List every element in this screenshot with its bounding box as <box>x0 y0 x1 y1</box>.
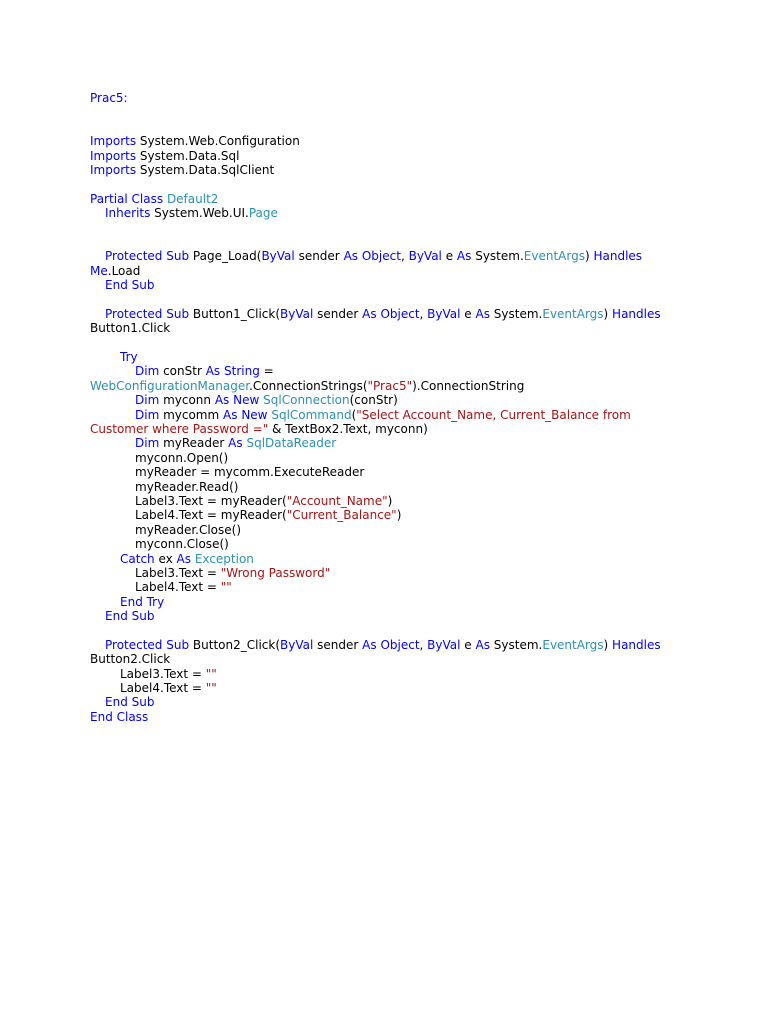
code-keyword: As <box>228 436 243 451</box>
code-text: ( <box>351 407 357 422</box>
code-text: myReader.Read() <box>135 479 239 494</box>
code-line <box>90 364 730 378</box>
code-string: "Prac5" <box>367 378 413 393</box>
code-line <box>90 307 730 321</box>
code-text: myReader.Close() <box>135 522 242 537</box>
code-keyword: As <box>456 249 472 264</box>
code-line <box>90 465 730 479</box>
code-text: Button2_Click( <box>189 637 281 652</box>
code-type-name: SqlCommand <box>271 407 352 422</box>
code-line <box>90 393 730 407</box>
code-keyword: Me <box>90 263 108 278</box>
code-keyword: As <box>362 637 377 652</box>
code-type-name: Exception <box>194 551 254 566</box>
code-keyword: Handles <box>593 249 643 264</box>
code-type-name: WebConfigurationManager <box>90 378 250 393</box>
code-keyword: End Try <box>120 594 165 609</box>
code-keyword: Dim <box>135 393 160 408</box>
code-keyword: Imports <box>90 148 137 163</box>
code-line <box>90 350 730 364</box>
code-text: Label3.Text = <box>135 565 221 580</box>
code-keyword: Protected Sub <box>105 637 190 652</box>
code-text: System. <box>489 306 543 321</box>
code-keyword: ByVal <box>280 306 314 321</box>
code-keyword: End Sub <box>105 278 155 293</box>
blank-line <box>90 105 730 134</box>
code-string: "Wrong Password" <box>220 565 331 580</box>
code-text: (conStr) <box>349 393 398 408</box>
code-document <box>90 91 730 724</box>
code-text: System. <box>489 637 543 652</box>
code-text: ex <box>154 551 177 566</box>
blank-line <box>90 221 730 250</box>
code-line <box>90 436 730 450</box>
blank-line <box>90 623 730 637</box>
code-line <box>90 652 730 666</box>
code-line <box>90 595 730 609</box>
code-keyword: End Class <box>90 709 149 724</box>
code-text: conStr <box>159 364 206 379</box>
code-text: Label3.Text = myReader( <box>135 493 287 508</box>
code-keyword: Dim <box>135 436 160 451</box>
code-text: Label4.Text = myReader( <box>135 508 287 523</box>
code-string: "" <box>205 666 217 681</box>
blank-line <box>90 177 730 191</box>
code-keyword: As <box>176 551 192 566</box>
code-keyword: Imports <box>90 162 137 177</box>
code-text: Label3.Text = <box>120 666 206 681</box>
code-text: System.Data.Sql <box>136 148 240 163</box>
code-string: "Select Account_Name, Current_Balance from <box>356 407 631 422</box>
code-text: .Load <box>107 263 141 278</box>
code-line <box>90 710 730 724</box>
blank-line <box>90 293 730 307</box>
code-text: myconn <box>159 393 215 408</box>
code-text: mycomm <box>159 407 224 422</box>
code-text: ).ConnectionString <box>412 378 525 393</box>
code-keyword: As <box>475 637 490 652</box>
code-type-name: Default2 <box>166 191 219 206</box>
code-text: sender <box>313 306 363 321</box>
code-text: System.Web.UI. <box>150 206 249 221</box>
code-line <box>90 149 730 163</box>
code-keyword: Object <box>380 306 420 321</box>
code-text: ) <box>603 637 613 652</box>
code-string: "Account_Name" <box>286 493 388 508</box>
code-keyword: As <box>475 306 490 321</box>
code-line <box>90 537 730 551</box>
code-line <box>90 609 730 623</box>
code-line <box>90 192 730 206</box>
code-line <box>90 695 730 709</box>
code-keyword: Partial Class <box>90 191 164 206</box>
code-keyword: ByVal <box>427 637 461 652</box>
code-keyword: ByVal <box>427 306 461 321</box>
code-keyword: Handles <box>612 637 661 652</box>
code-keyword: Dim <box>135 407 160 422</box>
code-line <box>90 163 730 177</box>
code-keyword: Object <box>361 249 401 264</box>
code-keyword: End Sub <box>105 695 155 710</box>
code-line <box>90 321 730 335</box>
code-text: myconn.Close() <box>135 537 229 552</box>
code-line <box>90 638 730 652</box>
code-text: e <box>441 249 457 264</box>
code-keyword: String <box>224 364 260 379</box>
code-keyword: New <box>233 393 260 408</box>
code-keyword: ByVal <box>280 637 314 652</box>
code-text: , <box>419 306 428 321</box>
code-line <box>90 379 730 393</box>
code-string: "" <box>220 580 232 595</box>
code-type-name: SqlConnection <box>263 393 350 408</box>
code-text: Label4.Text = <box>120 681 206 696</box>
code-keyword: New <box>241 407 268 422</box>
code-text: , <box>419 637 428 652</box>
code-type-name: EventArgs <box>542 637 604 652</box>
code-keyword: As <box>362 306 377 321</box>
code-text: sender <box>313 637 363 652</box>
code-line <box>90 667 730 681</box>
code-text: myReader <box>159 436 229 451</box>
code-keyword: Object <box>380 637 420 652</box>
code-text: System.Web.Configuration <box>136 134 300 149</box>
code-keyword: Prac5: <box>90 91 128 105</box>
code-keyword: As <box>343 249 359 264</box>
code-keyword: Handles <box>612 306 661 321</box>
code-text: Button1_Click( <box>189 306 281 321</box>
code-text: Label4.Text = <box>135 580 221 595</box>
code-text: Button2.Click <box>90 652 171 667</box>
code-text: .ConnectionStrings( <box>249 378 368 393</box>
code-line <box>90 494 730 508</box>
code-keyword: As <box>214 393 230 408</box>
code-text: myconn.Open() <box>135 450 229 465</box>
code-line <box>90 681 730 695</box>
code-type-name: EventArgs <box>542 306 604 321</box>
code-type-name: Page <box>248 206 278 221</box>
code-text: Button1.Click <box>90 321 171 336</box>
code-text: myReader = mycomm.ExecuteReader <box>135 465 365 480</box>
code-line <box>90 249 730 263</box>
code-keyword: Catch <box>120 551 155 566</box>
code-keyword: End Sub <box>105 609 155 624</box>
code-text: ) <box>396 508 402 523</box>
code-line <box>90 278 730 292</box>
code-line <box>90 451 730 465</box>
code-keyword: Protected Sub <box>105 249 190 264</box>
code-keyword: As <box>205 364 221 379</box>
code-text: ) <box>584 249 594 264</box>
code-line <box>90 566 730 580</box>
code-line <box>90 408 730 422</box>
code-type-name: EventArgs <box>523 249 585 264</box>
code-type-name: SqlDataReader <box>246 436 337 451</box>
code-string: "Current_Balance" <box>286 508 397 523</box>
code-line <box>90 523 730 537</box>
code-text: System.Data.SqlClient <box>136 162 275 177</box>
code-keyword: Protected Sub <box>105 306 190 321</box>
code-keyword: Try <box>120 350 138 365</box>
code-string: Customer where Password =" <box>90 422 269 437</box>
code-line <box>90 91 730 105</box>
code-line <box>90 264 730 278</box>
code-line <box>90 422 730 436</box>
code-keyword: Inherits <box>105 206 151 221</box>
code-text: e <box>460 637 476 652</box>
code-text: = <box>259 364 274 379</box>
code-line <box>90 480 730 494</box>
code-text: e <box>460 306 476 321</box>
code-keyword: Dim <box>135 364 160 379</box>
code-keyword: ByVal <box>261 249 295 264</box>
code-line <box>90 206 730 220</box>
code-keyword: ByVal <box>408 249 442 264</box>
blank-line <box>90 336 730 350</box>
code-string: "" <box>205 681 217 696</box>
code-line <box>90 134 730 148</box>
code-text: , <box>400 249 409 264</box>
code-line <box>90 580 730 594</box>
code-text: System. <box>471 249 524 264</box>
code-text: ) <box>603 306 613 321</box>
code-text: Page_Load( <box>189 249 262 264</box>
code-keyword: As <box>223 407 238 422</box>
code-line <box>90 508 730 522</box>
code-text: & TextBox2.Text, myconn) <box>268 422 428 437</box>
code-keyword: Imports <box>90 134 137 149</box>
code-text: ) <box>387 493 393 508</box>
code-text: sender <box>294 249 344 264</box>
code-line <box>90 552 730 566</box>
